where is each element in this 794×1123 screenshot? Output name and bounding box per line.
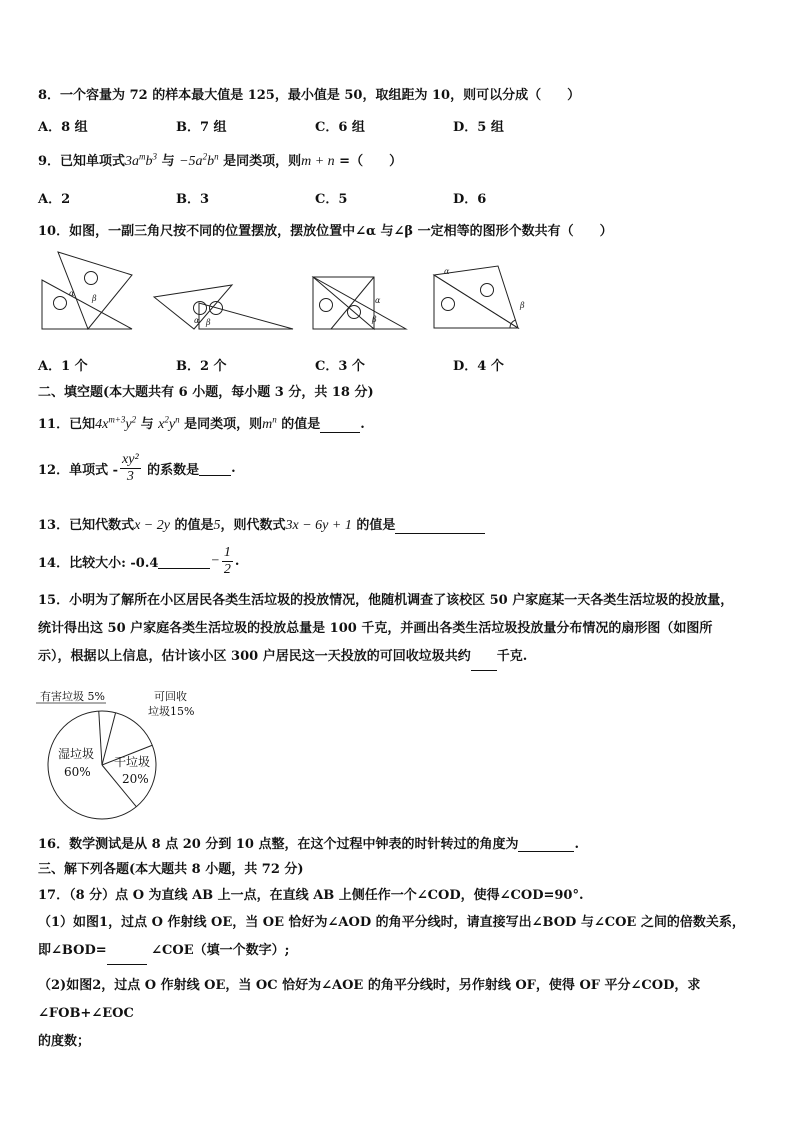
pie-label-dry-1: 干垃圾 (114, 755, 151, 769)
pie-label-wet-1: 湿垃圾 (58, 747, 95, 761)
pie-label-recyclable-2: 垃圾15% (148, 705, 195, 718)
q8-option-b: B．7 组 (176, 120, 227, 135)
q9-option-c: C．5 (315, 192, 348, 207)
q10-option-c: C．3 个 (315, 359, 365, 374)
svg-text:α: α (375, 296, 381, 305)
svg-text:α: α (69, 289, 75, 298)
svg-text:β: β (520, 301, 525, 310)
svg-text:β: β (206, 318, 211, 327)
q11-monomial-1: $4x^{m+3}y^2$ (95, 414, 137, 432)
q12-answer-blank (199, 461, 231, 476)
q16-answer-blank (518, 837, 574, 852)
q14-stem: 14．比较大小: -0.4 − $\frac{1}{2}$ . (38, 545, 240, 577)
section-2-heading: 二、填空题(本大题共有 6 小题，每小题 3 分，共 18 分) (38, 385, 374, 400)
q12-stem: 12．单项式 - $\frac{\text{xy²}}{3}$ 的系数是 . (38, 452, 236, 484)
q8-option-a: A．8 组 (38, 120, 88, 135)
q10-figure-2 (154, 285, 293, 329)
q17-part-2: （2)如图2，过点 O 作射线 OE，当 OC 恰好为∠AOE 的角平分线时，另作射线 OF，使得 OF 平分∠COD，求∠FOB+∠EOC 的度数； (38, 978, 701, 1049)
q8-option-c: C．6 组 (315, 120, 365, 135)
q8-stem: 8．一个容量为 72 的样本最大值是 125，最小值是 50，取组距为 10，则可以分成（ ） (38, 88, 581, 103)
q10-figure-1 (42, 252, 132, 329)
q15-answer-blank (471, 656, 497, 671)
q13-stem: 13．已知代数式x − 2y 的值是5，则代数式3x − 6y + 1 的值是 (38, 514, 485, 534)
q14-answer-blank (158, 554, 210, 569)
section-3-heading: 三、解下列各题(本大题共 8 小题，共 72 分) (38, 862, 304, 877)
q11-stem: 11．已知$4x^{m+3}y^2$ 与 $x^2y^n$ 是同类项，则$m^n$ 的值是 . (38, 414, 365, 432)
q10-option-b: B．2 个 (176, 359, 227, 374)
q12-fraction: $\frac{\text{xy²}}{3}$ (122, 452, 139, 484)
pie-label-recyclable-1: 可回收 (154, 690, 187, 703)
q9-monomial-2: $-5a^2b^n$ (179, 151, 219, 169)
q9-option-b: B．3 (176, 192, 210, 207)
svg-text:β: β (92, 294, 97, 303)
svg-text:α: α (444, 267, 450, 276)
q17-part-1: （1）如图1，过点 O 作射线 OE，当 OE 恰好为∠AOD 的角平分线时，请直接写出∠BOD 与∠COE 之间的倍数关系， 即∠BOD= ∠COE（填一个数字）; (38, 909, 758, 965)
q10-option-d: D．4 个 (453, 359, 504, 374)
svg-text:β: β (372, 315, 377, 324)
q9-option-a: A．2 (38, 192, 71, 207)
q15-stem: 15．小明为了解所在小区居民各类生活垃圾的投放情况，他随机调查了该校区 50 户家庭某一天各类生活垃圾的投放量， 统计得出这 50 户家庭各类生活垃圾的投放总量是 100 千克，并画出各类生活垃圾投放量分布情况的扇形图（如图所 示），根据以上信息，估计该小区 300 户居民这一天投放的可回收垃圾共约 千克. (38, 587, 758, 671)
pie-label-dry-2: 20% (122, 772, 149, 786)
q17-answer-blank (107, 950, 147, 965)
q8-option-d: D．5 组 (453, 120, 504, 135)
q10-figure-3 (313, 277, 406, 329)
q17-stem: 17．（8 分）点 O 为直线 AB 上一点，在直线 AB 上侧任作一个∠COD，使得∠COD=90°. (38, 888, 584, 903)
q11-answer-blank (320, 418, 360, 433)
pie-label-wet-2: 60% (64, 765, 91, 779)
svg-text:α: α (194, 316, 200, 325)
q10-figures (36, 245, 416, 340)
q10-option-a: A．1 个 (38, 359, 88, 374)
pie-label-hazardous: 有害垃圾 5% (40, 690, 105, 703)
q9-monomial-1: $3a^mb^3$ (125, 151, 158, 169)
q10-stem: 10．如图，一副三角尺按不同的位置摆放，摆放位置中∠α 与∠β 一定相等的图形个数共有（ ） (38, 224, 613, 239)
q15-pie-chart (36, 686, 226, 821)
q16-stem: 16．数学测试是从 8 点 20 分到 10 点整，在这个过程中钟表的时针转过的角度为 . (38, 837, 580, 852)
q11-monomial-2: $x^2y^n$ (158, 414, 180, 432)
q13-answer-blank (395, 519, 485, 534)
q14-fraction: $\frac{1}{2}$ (223, 545, 231, 577)
q9-stem: 9．已知单项式$3a^mb^3$ 与 $-5a^2b^n$ 是同类项，则m + n =（ ） (38, 151, 403, 169)
q10-figure-4 (430, 262, 530, 337)
q9-option-d: D．6 (453, 192, 487, 207)
